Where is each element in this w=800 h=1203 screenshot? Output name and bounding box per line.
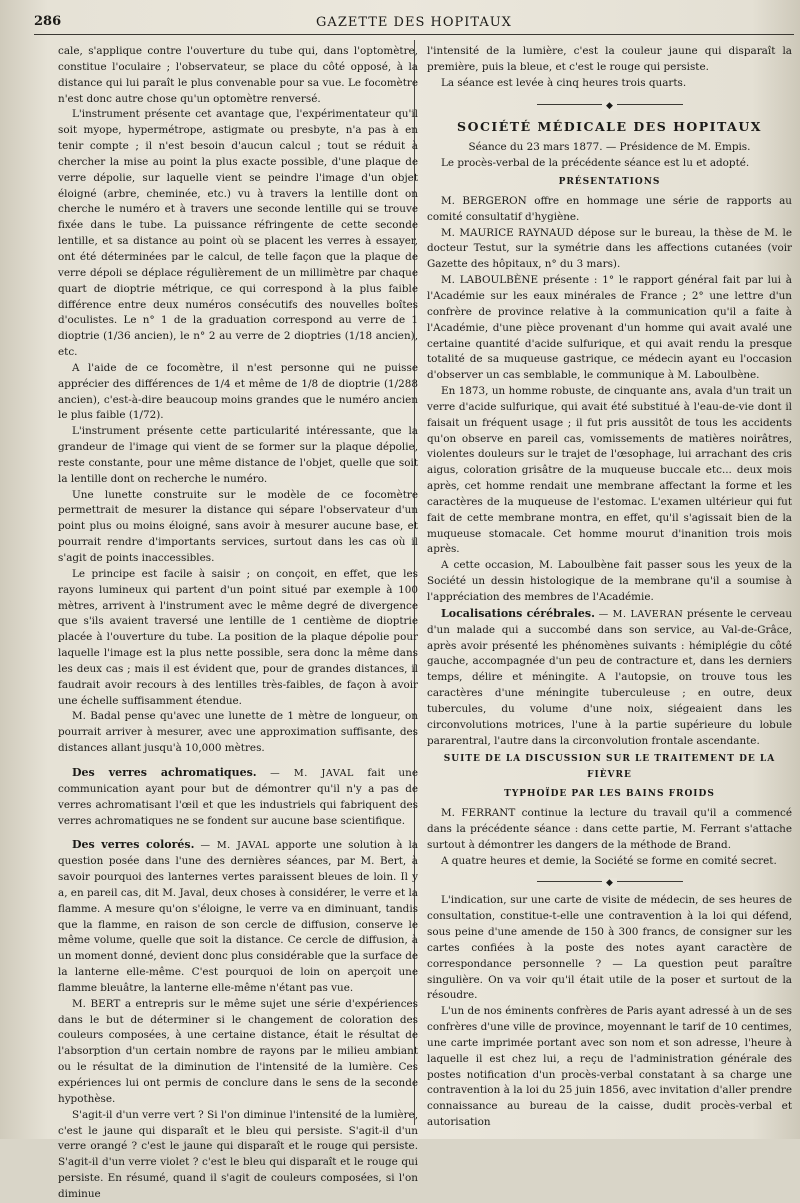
paragraph: M. BERGERON offre en hommage une série de rapports au comité consultatif d'hygiène.: [427, 194, 792, 223]
speaker: — M. JAVAL: [200, 840, 270, 852]
paragraph: A cette occasion, M. Laboulbène fait passer sous les yeux de la Société un dessin histologique de la membrane qu'il a soumise à l'appréciation des membres de l'Académie.: [427, 559, 792, 603]
page-number: 286: [34, 14, 62, 29]
paragraph: L'instrument présente cet avantage que, l'expérimentateur qu'il soit myope, hypermétrope, astigmate ou presbyte, n'a pas à en tenir compte ; il n'est besoin d'aucun calcul ; tout se réduit à chercher la mise au point la plus exacte possible, d'une plaque de verre dépolie, sur laquelle vient se peindre l'image d'un objet éloigné (arbre, cheminée, etc.) vu à travers la lentille dont on cherche le numéro et à travers une seconde lentille qui se trouve fixée dans le tube. La puissance réfringente de cette seconde lentille, et sa distance au point où se placent les verres à essayer, ont été déterminées par le calcul, de telle façon que la plaque de verre dépoli se déplace régulièrement de un millimètre par chaque quart de dioptrie métrique, ce qui correspond à la plus faible différence entre deux numéros consécutifs des nouvelles boîtes d'oculistes. Le n° 1 de la graduation correspond au verre de 1 dioptrie (1/36 ancien), le n° 2 au verre de 2 dioptries (1/18 ancien), etc.: [58, 108, 418, 359]
left-column: [58, 44, 418, 1203]
paragraph-colored: [58, 837, 418, 996]
fever-heading-line2: TYPHOÏDE PAR LES BAINS FROIDS: [504, 789, 715, 800]
presentations-heading: PRÉSENTATIONS: [558, 177, 661, 188]
session-line: Séance du 23 mars 1877. — Présidence de M. Empis.: [468, 141, 751, 154]
ornament-separator: ◆: [427, 875, 792, 887]
paragraph: En 1873, un homme robuste, de cinquante ans, avala d'un trait un verre d'acide sulfurique, qui avait été substitué à l'eau-de-vie dont il faisait un fréquent usage ; il fut pris aussitôt de tous les accidents qu'on observe en pareil cas, vomissements de matières noirâtres, violentes douleurs sur le trajet de l'œsophage, lui arrachant des cris aigus, coloration grisâtre de la muqueuse buccale etc... deux mois après, cet homme rendait une membrane affectant la forme et les caractères de la muqueuse de l'estomac. L'examen ultérieur qui fut fait de cette membrane montra, en effet, qu'il s'agissait bien de la muqueuse stomacale. Cet homme mourut d'inanition trois mois après.: [427, 385, 792, 556]
paragraph: cale, s'applique contre l'ouverture du tube qui, dans l'optomètre, constitue l'oculaire ; l'observateur, se place du côté opposé, à la distance qui lui paraît le plus convenable pour sa vue. Le focomètre n'est donc autre chose qu'un optomètre renversé.: [58, 45, 418, 105]
society-heading: SOCIÉTÉ MÉDICALE DES HOPITAUX: [457, 118, 762, 134]
paragraph: S'agit-il d'un verre vert ? Si l'on diminue l'intensité de la lumière, c'est le jaune qui disparaît et le bleu qui persiste. S'agit-il d'un verre orangé ? c'est le jaune qui disparaît et le rouge qui persiste. S'agit-il d'un verre violet ? c'est le bleu qui disparaît et le rouge qui persiste. En résumé, quand il s'agit de couleurs composées, si l'on diminue: [58, 1108, 418, 1200]
speaker: — M. JAVAL: [270, 767, 354, 779]
paragraph: L'indication, sur une carte de visite de médecin, de ses heures de consultation, constitue-t-elle une contravention à la loi qui défend, sous peine d'une amende de 150 à 300 francs, de consigner sur les cartes confiées à la poste des notes ayant caractère de correspondance personnelle ? — La question peut paraître singulière. On va voir qu'il était utile de la poser et surtout de la résoudre.: [427, 894, 792, 1002]
paragraph: M. LABOULBÈNE présente : 1° le rapport général fait par lui à l'Académie sur les eaux minérales de France ; 2° une lettre d'un confrère de province relative à la communication qu'il a faite à l'Académie, d'une pièce provenant d'un homme qui avait avalé une certaine quantité d'acide sulfurique, et qui avait rendu la presque totalité de sa muqueuse gastrique, ce médecin ayant eu l'occasion d'observer un cas semblable, le communique à M. Laboulbène.: [427, 274, 792, 382]
paragraph: Le procès-verbal de la précédente séance est lu et adopté.: [441, 157, 750, 170]
paragraph: M. BERT a entrepris sur le même sujet une série d'expériences dans le but de déterminer si le changement de coloration des couleurs composées, à une certaine distance, était le résultat de l'absorption d'un certain nombre de rayons par le milieu ambiant ou le résultat de la diminution de l'intensité de la lumière. Ces expériences lui ont permis de conclure dans le sens de la seconde hypothèse.: [58, 997, 418, 1105]
running-title: GAZETTE DES HOPITAUX: [316, 15, 512, 30]
page-header: [34, 12, 794, 35]
section-lead: Des verres colorés.: [72, 838, 195, 852]
paragraph: Le principe est facile à saisir ; on conçoit, en effet, que les rayons lumineux qui partent d'un point situé par exemple à 100 mètres, arrivent à l'instrument avec le même degré de divergence que s'ils avaient traversé une lentille de 1 centième de dioptrie placée à l'ouverture du tube. La position de la plaque dépolie pour laquelle l'image est la plus nette possible, sera donc la même dans les deux cas ; mais il est évident que, pour de grandes distances, il faudrait avoir recours à des lentilles très-faibles, de façon à avoir une échelle suffisamment étendue.: [58, 567, 418, 707]
right-column: [427, 44, 792, 1131]
paragraph-text: apporte une solution à la question posée dans l'une des dernières séances, par M. Bert, à savoir pourquoi des lanternes vertes paraissent bleues de loin. Il y a, en pareil cas, dit M. Javal, deux choses à considérer, le verre et la flamme. A mesure qu'on s'éloigne, le verre va en diminuant, tandis que la flamme, en raison de son cercle de diffusion, conserve le même volume, quelle que soit la distance. Ce cercle de diffusion, à un moment donné, devient donc plus considérable que la surface de la lanterne elle-même. C'est pourquoi de loin on aperçoit une flamme bleuâtre, la lanterne elle-même n'étant pas vue.: [58, 839, 418, 994]
paragraph: l'intensité de la lumière, c'est la couleur jaune qui disparaît la première, puis la bleue, et c'est le rouge qui persiste.: [427, 45, 792, 73]
paragraph: A quatre heures et demie, la Société se forme en comité secret.: [441, 854, 777, 867]
fever-heading-line1: SUITE DE LA DISCUSSION SUR LE TRAITEMENT DE LA FIÈVRE: [443, 754, 776, 781]
paragraph: M. Badal pense qu'avec une lunette de 1 mètre de longueur, on pourrait arriver à mesurer, avec une approximation suffisante, des distances allant jusqu'à 10,000 mètres.: [58, 710, 418, 755]
paragraph: La séance est levée à cinq heures trois quarts.: [441, 76, 687, 89]
section-lead: Localisations cérébrales.: [441, 606, 595, 620]
paragraph-text: présente le cerveau d'un malade qui a succombé dans son service, au Val-de-Grâce, après avoir présenté les phénomènes suivants : hémiplégie du côté gauche, accompagnée d'un peu de contracture et, dans les derniers temps, délire et méningite. A l'autopsie, on trouve tous les caractères d'une méningite tuberculeuse ; en outre, deux tubercules, du volume d'une noix, siégeaient dans les circonvolutions motrices, l'une à la partie supérieure du lobule pararentral, l'autre dans la circonvolution frontale ascendante.: [427, 607, 793, 747]
paragraph-text: fait une communication ayant pour but de démontrer qu'il n'y a pas de verres achromatisant l'œil et que les industriels qui fabriquent des verres achromatiques ne se fondent sur aucune base scientifique.: [58, 766, 418, 827]
paragraph-localisations: [427, 606, 792, 750]
paragraph: M. FERRANT continue la lecture du travail qu'il a commencé dans la précédente séance : dans cette partie, M. Ferrant s'attache surtout à démontrer les dangers de la méthode de Brand.: [427, 806, 792, 851]
paragraph: A l'aide de ce focomètre, il n'est personne qui ne puisse apprécier des différences de 1/4 et même de 1/8 de dioptrie (1/288 ancien), c'est-à-dire beaucoup moins grandes que le numéro ancien le plus faible (1/72).: [58, 361, 418, 422]
paragraph: M. MAURICE RAYNAUD dépose sur le bureau, la thèse de M. le docteur Testut, sur la symétrie dans les affections cutanées (voir Gazette des hôpitaux, n° du 3 mars).: [427, 226, 792, 271]
paragraph-achromatic: [58, 765, 418, 829]
ornament-separator: ◆: [427, 98, 792, 110]
paragraph: L'un de nos éminents confrères de Paris ayant adressé à un de ses confrères d'une ville de province, moyennant le tarif de 10 centimes, une carte imprimée portant avec son nom et son adresse, l'heure à laquelle il est chez lui, a reçu de l'administration générale des postes notification d'un procès-verbal constatant à sa charge une contravention à la loi du 25 juin 1856, avec invitation d'aller prendre connaissance au bureau de la caisse, dudit procès-verbal et autorisation: [427, 1005, 792, 1129]
section-lead: Des verres achromatiques.: [72, 765, 257, 779]
paragraph: Une lunette construite sur le modèle de ce focomètre permettrait de mesurer la distance qui sépare l'observateur d'un point plus ou moins éloigné, sans avoir à mesurer aucune base, et pourrait rendre d'importants services, surtout dans les cas où il s'agit de points inaccessibles.: [58, 488, 418, 564]
paragraph: L'instrument présente cette particularité intéressante, que la grandeur de l'image qui vient de se former sur la plaque dépolie, reste constante, pour une même distance de l'objet, quelle que soit la lentille dont on recherche le numéro.: [58, 425, 418, 485]
speaker: — M. LAVERAN: [598, 608, 684, 620]
